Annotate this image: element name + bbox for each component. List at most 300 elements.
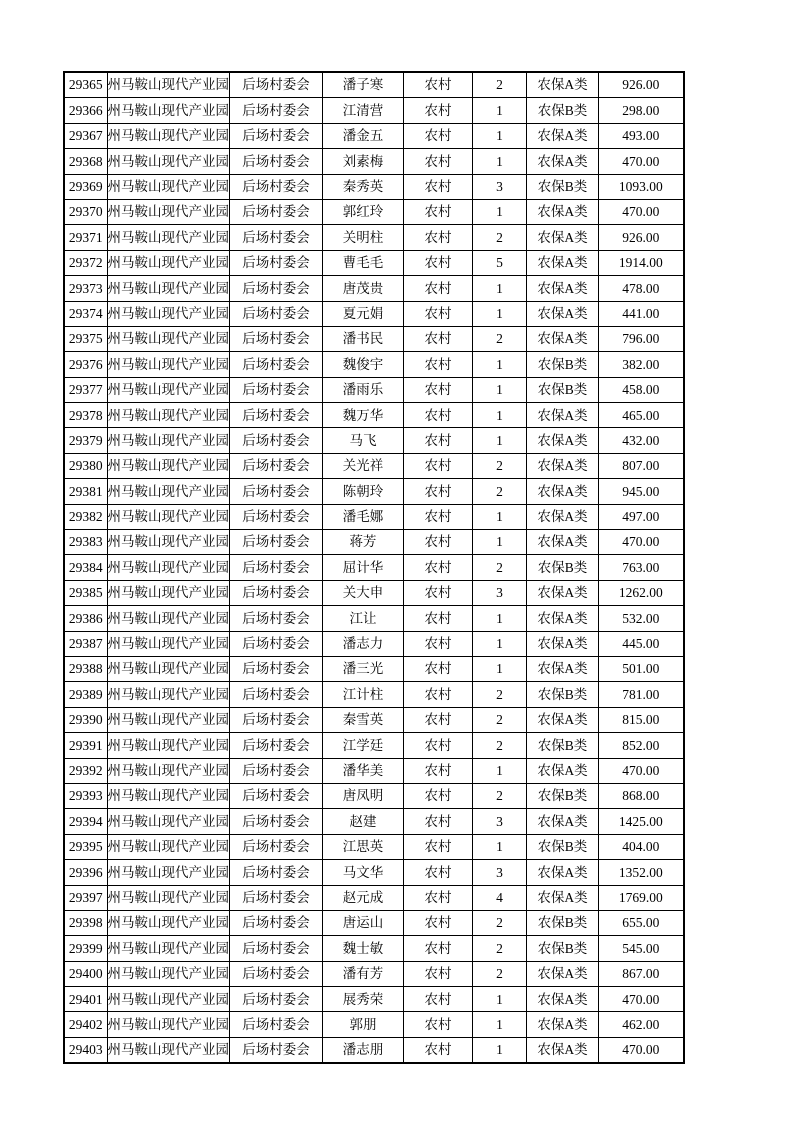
cell-person-name: 魏俊宇 bbox=[323, 352, 404, 377]
cell-insurance-category: 农保A类 bbox=[527, 301, 599, 326]
cell-person-count: 1 bbox=[473, 834, 527, 859]
table-row bbox=[64, 98, 684, 123]
table-row bbox=[64, 174, 684, 199]
cell-organization: 州马鞍山现代产业园 bbox=[107, 555, 230, 580]
cell-insurance-category: 农保B类 bbox=[527, 98, 599, 123]
table-row bbox=[64, 530, 684, 555]
cell-person-count: 2 bbox=[473, 707, 527, 732]
cell-person-name: 刘素梅 bbox=[323, 149, 404, 174]
cell-person-name: 展秀荣 bbox=[323, 987, 404, 1012]
cell-person-count: 1 bbox=[473, 403, 527, 428]
cell-organization: 州马鞍山现代产业园 bbox=[107, 301, 230, 326]
cell-amount: 1352.00 bbox=[599, 860, 684, 885]
cell-village-committee: 后场村委会 bbox=[230, 936, 323, 961]
cell-amount: 404.00 bbox=[599, 834, 684, 859]
cell-insurance-category: 农保A类 bbox=[527, 250, 599, 275]
cell-serial-number: 29369 bbox=[64, 174, 107, 199]
cell-person-name: 唐运山 bbox=[323, 910, 404, 935]
cell-person-count: 1 bbox=[473, 352, 527, 377]
cell-serial-number: 29397 bbox=[64, 885, 107, 910]
cell-person-name: 蒋芳 bbox=[323, 530, 404, 555]
cell-village-committee: 后场村委会 bbox=[230, 428, 323, 453]
cell-insurance-category: 农保B类 bbox=[527, 936, 599, 961]
table-row bbox=[64, 936, 684, 961]
cell-amount: 497.00 bbox=[599, 504, 684, 529]
cell-village-committee: 后场村委会 bbox=[230, 377, 323, 402]
cell-village-committee: 后场村委会 bbox=[230, 276, 323, 301]
cell-amount: 1769.00 bbox=[599, 885, 684, 910]
cell-village-committee: 后场村委会 bbox=[230, 225, 323, 250]
cell-village-committee: 后场村委会 bbox=[230, 479, 323, 504]
cell-village-committee: 后场村委会 bbox=[230, 326, 323, 351]
cell-person-count: 2 bbox=[473, 733, 527, 758]
cell-person-name: 夏元娟 bbox=[323, 301, 404, 326]
cell-insurance-category: 农保A类 bbox=[527, 123, 599, 148]
cell-serial-number: 29388 bbox=[64, 656, 107, 681]
cell-person-count: 4 bbox=[473, 885, 527, 910]
table-row bbox=[64, 504, 684, 529]
cell-person-name: 陈朝玲 bbox=[323, 479, 404, 504]
cell-organization: 州马鞍山现代产业园 bbox=[107, 326, 230, 351]
cell-insurance-category: 农保A类 bbox=[527, 479, 599, 504]
cell-residence-type: 农村 bbox=[404, 199, 473, 224]
cell-person-name: 关明柱 bbox=[323, 225, 404, 250]
cell-amount: 465.00 bbox=[599, 403, 684, 428]
cell-insurance-category: 农保A类 bbox=[527, 580, 599, 605]
cell-residence-type: 农村 bbox=[404, 961, 473, 986]
table-row bbox=[64, 276, 684, 301]
cell-person-count: 2 bbox=[473, 479, 527, 504]
cell-person-name: 秦雪英 bbox=[323, 707, 404, 732]
cell-organization: 州马鞍山现代产业园 bbox=[107, 428, 230, 453]
cell-residence-type: 农村 bbox=[404, 910, 473, 935]
cell-amount: 807.00 bbox=[599, 453, 684, 478]
cell-organization: 州马鞍山现代产业园 bbox=[107, 606, 230, 631]
cell-amount: 470.00 bbox=[599, 987, 684, 1012]
cell-serial-number: 29382 bbox=[64, 504, 107, 529]
table-row bbox=[64, 783, 684, 808]
cell-residence-type: 农村 bbox=[404, 123, 473, 148]
cell-serial-number: 29366 bbox=[64, 98, 107, 123]
table-row bbox=[64, 1037, 684, 1063]
cell-insurance-category: 农保B类 bbox=[527, 834, 599, 859]
cell-residence-type: 农村 bbox=[404, 174, 473, 199]
cell-person-count: 1 bbox=[473, 504, 527, 529]
cell-person-name: 郭红玲 bbox=[323, 199, 404, 224]
cell-person-name: 唐茂贵 bbox=[323, 276, 404, 301]
cell-insurance-category: 农保A类 bbox=[527, 326, 599, 351]
cell-amount: 470.00 bbox=[599, 149, 684, 174]
table-row bbox=[64, 1012, 684, 1037]
records-body bbox=[64, 72, 684, 1063]
cell-residence-type: 农村 bbox=[404, 377, 473, 402]
cell-insurance-category: 农保A类 bbox=[527, 453, 599, 478]
cell-village-committee: 后场村委会 bbox=[230, 733, 323, 758]
cell-organization: 州马鞍山现代产业园 bbox=[107, 733, 230, 758]
cell-insurance-category: 农保A类 bbox=[527, 631, 599, 656]
cell-amount: 852.00 bbox=[599, 733, 684, 758]
cell-village-committee: 后场村委会 bbox=[230, 656, 323, 681]
cell-insurance-category: 农保A类 bbox=[527, 276, 599, 301]
cell-serial-number: 29403 bbox=[64, 1037, 107, 1063]
cell-serial-number: 29390 bbox=[64, 707, 107, 732]
cell-village-committee: 后场村委会 bbox=[230, 301, 323, 326]
cell-village-committee: 后场村委会 bbox=[230, 860, 323, 885]
table-row bbox=[64, 834, 684, 859]
cell-person-count: 1 bbox=[473, 530, 527, 555]
cell-insurance-category: 农保A类 bbox=[527, 1037, 599, 1063]
cell-amount: 470.00 bbox=[599, 1037, 684, 1063]
cell-person-count: 1 bbox=[473, 656, 527, 681]
table-row bbox=[64, 199, 684, 224]
cell-village-committee: 后场村委会 bbox=[230, 631, 323, 656]
cell-serial-number: 29376 bbox=[64, 352, 107, 377]
table-row bbox=[64, 885, 684, 910]
cell-insurance-category: 农保A类 bbox=[527, 885, 599, 910]
cell-insurance-category: 农保B类 bbox=[527, 733, 599, 758]
cell-person-count: 2 bbox=[473, 225, 527, 250]
cell-serial-number: 29383 bbox=[64, 530, 107, 555]
cell-amount: 298.00 bbox=[599, 98, 684, 123]
cell-organization: 州马鞍山现代产业园 bbox=[107, 530, 230, 555]
cell-serial-number: 29371 bbox=[64, 225, 107, 250]
cell-serial-number: 29373 bbox=[64, 276, 107, 301]
table-row bbox=[64, 606, 684, 631]
cell-person-count: 2 bbox=[473, 555, 527, 580]
table-row bbox=[64, 479, 684, 504]
cell-residence-type: 农村 bbox=[404, 225, 473, 250]
cell-organization: 州马鞍山现代产业园 bbox=[107, 174, 230, 199]
cell-person-name: 马文华 bbox=[323, 860, 404, 885]
cell-residence-type: 农村 bbox=[404, 606, 473, 631]
cell-insurance-category: 农保A类 bbox=[527, 758, 599, 783]
cell-serial-number: 29368 bbox=[64, 149, 107, 174]
table-row bbox=[64, 961, 684, 986]
cell-organization: 州马鞍山现代产业园 bbox=[107, 123, 230, 148]
table-row bbox=[64, 225, 684, 250]
cell-serial-number: 29396 bbox=[64, 860, 107, 885]
cell-amount: 796.00 bbox=[599, 326, 684, 351]
cell-person-name: 秦秀英 bbox=[323, 174, 404, 199]
cell-person-name: 江清营 bbox=[323, 98, 404, 123]
cell-serial-number: 29370 bbox=[64, 199, 107, 224]
cell-amount: 445.00 bbox=[599, 631, 684, 656]
table-row bbox=[64, 326, 684, 351]
cell-residence-type: 农村 bbox=[404, 860, 473, 885]
cell-insurance-category: 农保A类 bbox=[527, 199, 599, 224]
cell-village-committee: 后场村委会 bbox=[230, 910, 323, 935]
cell-organization: 州马鞍山现代产业园 bbox=[107, 250, 230, 275]
cell-insurance-category: 农保B类 bbox=[527, 352, 599, 377]
cell-residence-type: 农村 bbox=[404, 479, 473, 504]
cell-insurance-category: 农保B类 bbox=[527, 783, 599, 808]
cell-person-name: 江计柱 bbox=[323, 682, 404, 707]
cell-serial-number: 29391 bbox=[64, 733, 107, 758]
cell-organization: 州马鞍山现代产业园 bbox=[107, 910, 230, 935]
table-row bbox=[64, 631, 684, 656]
cell-organization: 州马鞍山现代产业园 bbox=[107, 98, 230, 123]
cell-insurance-category: 农保A类 bbox=[527, 72, 599, 98]
cell-village-committee: 后场村委会 bbox=[230, 555, 323, 580]
cell-person-count: 3 bbox=[473, 860, 527, 885]
table-row bbox=[64, 149, 684, 174]
cell-serial-number: 29372 bbox=[64, 250, 107, 275]
cell-person-count: 3 bbox=[473, 809, 527, 834]
cell-serial-number: 29400 bbox=[64, 961, 107, 986]
cell-insurance-category: 农保A类 bbox=[527, 860, 599, 885]
cell-amount: 470.00 bbox=[599, 199, 684, 224]
cell-amount: 382.00 bbox=[599, 352, 684, 377]
cell-person-name: 屈计华 bbox=[323, 555, 404, 580]
cell-person-count: 1 bbox=[473, 606, 527, 631]
cell-person-count: 1 bbox=[473, 987, 527, 1012]
cell-amount: 478.00 bbox=[599, 276, 684, 301]
cell-person-name: 潘华美 bbox=[323, 758, 404, 783]
cell-residence-type: 农村 bbox=[404, 403, 473, 428]
cell-village-committee: 后场村委会 bbox=[230, 250, 323, 275]
cell-organization: 州马鞍山现代产业园 bbox=[107, 885, 230, 910]
cell-serial-number: 29398 bbox=[64, 910, 107, 935]
cell-serial-number: 29367 bbox=[64, 123, 107, 148]
cell-amount: 781.00 bbox=[599, 682, 684, 707]
cell-insurance-category: 农保A类 bbox=[527, 987, 599, 1012]
cell-organization: 州马鞍山现代产业园 bbox=[107, 504, 230, 529]
cell-person-name: 潘志力 bbox=[323, 631, 404, 656]
cell-person-name: 潘有芳 bbox=[323, 961, 404, 986]
cell-residence-type: 农村 bbox=[404, 555, 473, 580]
table-row bbox=[64, 250, 684, 275]
cell-serial-number: 29374 bbox=[64, 301, 107, 326]
cell-person-count: 2 bbox=[473, 453, 527, 478]
cell-residence-type: 农村 bbox=[404, 453, 473, 478]
cell-organization: 州马鞍山现代产业园 bbox=[107, 834, 230, 859]
cell-village-committee: 后场村委会 bbox=[230, 199, 323, 224]
cell-person-count: 2 bbox=[473, 783, 527, 808]
cell-residence-type: 农村 bbox=[404, 149, 473, 174]
cell-person-count: 2 bbox=[473, 682, 527, 707]
cell-person-count: 1 bbox=[473, 123, 527, 148]
cell-organization: 州马鞍山现代产业园 bbox=[107, 860, 230, 885]
cell-organization: 州马鞍山现代产业园 bbox=[107, 453, 230, 478]
cell-residence-type: 农村 bbox=[404, 682, 473, 707]
cell-residence-type: 农村 bbox=[404, 987, 473, 1012]
cell-insurance-category: 农保B类 bbox=[527, 174, 599, 199]
cell-organization: 州马鞍山现代产业园 bbox=[107, 783, 230, 808]
cell-insurance-category: 农保A类 bbox=[527, 428, 599, 453]
cell-village-committee: 后场村委会 bbox=[230, 758, 323, 783]
cell-person-count: 1 bbox=[473, 428, 527, 453]
cell-person-name: 马飞 bbox=[323, 428, 404, 453]
cell-village-committee: 后场村委会 bbox=[230, 98, 323, 123]
cell-residence-type: 农村 bbox=[404, 707, 473, 732]
cell-residence-type: 农村 bbox=[404, 504, 473, 529]
cell-village-committee: 后场村委会 bbox=[230, 682, 323, 707]
cell-amount: 532.00 bbox=[599, 606, 684, 631]
cell-serial-number: 29395 bbox=[64, 834, 107, 859]
cell-residence-type: 农村 bbox=[404, 885, 473, 910]
cell-serial-number: 29401 bbox=[64, 987, 107, 1012]
cell-person-count: 2 bbox=[473, 961, 527, 986]
cell-serial-number: 29389 bbox=[64, 682, 107, 707]
cell-insurance-category: 农保A类 bbox=[527, 149, 599, 174]
cell-person-name: 郭朋 bbox=[323, 1012, 404, 1037]
cell-village-committee: 后场村委会 bbox=[230, 352, 323, 377]
cell-amount: 868.00 bbox=[599, 783, 684, 808]
cell-residence-type: 农村 bbox=[404, 1012, 473, 1037]
cell-organization: 州马鞍山现代产业园 bbox=[107, 580, 230, 605]
cell-person-name: 赵元成 bbox=[323, 885, 404, 910]
cell-person-count: 1 bbox=[473, 98, 527, 123]
cell-amount: 1262.00 bbox=[599, 580, 684, 605]
cell-person-count: 2 bbox=[473, 910, 527, 935]
cell-amount: 458.00 bbox=[599, 377, 684, 402]
table-row bbox=[64, 123, 684, 148]
cell-person-count: 3 bbox=[473, 174, 527, 199]
cell-serial-number: 29393 bbox=[64, 783, 107, 808]
cell-village-committee: 后场村委会 bbox=[230, 403, 323, 428]
cell-village-committee: 后场村委会 bbox=[230, 809, 323, 834]
cell-person-name: 潘毛娜 bbox=[323, 504, 404, 529]
cell-insurance-category: 农保B类 bbox=[527, 555, 599, 580]
cell-person-name: 潘志朋 bbox=[323, 1037, 404, 1063]
table-row bbox=[64, 301, 684, 326]
cell-residence-type: 农村 bbox=[404, 631, 473, 656]
cell-amount: 441.00 bbox=[599, 301, 684, 326]
cell-amount: 1914.00 bbox=[599, 250, 684, 275]
cell-village-committee: 后场村委会 bbox=[230, 783, 323, 808]
table-row bbox=[64, 707, 684, 732]
cell-organization: 州马鞍山现代产业园 bbox=[107, 631, 230, 656]
cell-insurance-category: 农保B类 bbox=[527, 682, 599, 707]
cell-organization: 州马鞍山现代产业园 bbox=[107, 276, 230, 301]
cell-person-name: 潘子寒 bbox=[323, 72, 404, 98]
cell-person-name: 魏士敏 bbox=[323, 936, 404, 961]
cell-person-count: 1 bbox=[473, 1012, 527, 1037]
table-row bbox=[64, 428, 684, 453]
cell-village-committee: 后场村委会 bbox=[230, 530, 323, 555]
cell-organization: 州马鞍山现代产业园 bbox=[107, 809, 230, 834]
cell-organization: 州马鞍山现代产业园 bbox=[107, 149, 230, 174]
cell-serial-number: 29385 bbox=[64, 580, 107, 605]
cell-serial-number: 29394 bbox=[64, 809, 107, 834]
table-row bbox=[64, 733, 684, 758]
cell-serial-number: 29399 bbox=[64, 936, 107, 961]
cell-amount: 462.00 bbox=[599, 1012, 684, 1037]
cell-organization: 州马鞍山现代产业园 bbox=[107, 377, 230, 402]
cell-residence-type: 农村 bbox=[404, 809, 473, 834]
cell-organization: 州马鞍山现代产业园 bbox=[107, 72, 230, 98]
cell-person-count: 1 bbox=[473, 199, 527, 224]
cell-village-committee: 后场村委会 bbox=[230, 504, 323, 529]
table-row bbox=[64, 352, 684, 377]
cell-amount: 470.00 bbox=[599, 530, 684, 555]
cell-amount: 493.00 bbox=[599, 123, 684, 148]
cell-village-committee: 后场村委会 bbox=[230, 606, 323, 631]
cell-person-count: 1 bbox=[473, 631, 527, 656]
cell-organization: 州马鞍山现代产业园 bbox=[107, 682, 230, 707]
cell-village-committee: 后场村委会 bbox=[230, 1012, 323, 1037]
cell-amount: 1425.00 bbox=[599, 809, 684, 834]
cell-amount: 763.00 bbox=[599, 555, 684, 580]
cell-serial-number: 29377 bbox=[64, 377, 107, 402]
cell-insurance-category: 农保A类 bbox=[527, 530, 599, 555]
cell-serial-number: 29384 bbox=[64, 555, 107, 580]
cell-insurance-category: 农保A类 bbox=[527, 961, 599, 986]
cell-serial-number: 29378 bbox=[64, 403, 107, 428]
cell-amount: 815.00 bbox=[599, 707, 684, 732]
cell-person-count: 1 bbox=[473, 1037, 527, 1063]
cell-residence-type: 农村 bbox=[404, 72, 473, 98]
cell-serial-number: 29386 bbox=[64, 606, 107, 631]
cell-residence-type: 农村 bbox=[404, 98, 473, 123]
cell-village-committee: 后场村委会 bbox=[230, 987, 323, 1012]
cell-serial-number: 29379 bbox=[64, 428, 107, 453]
cell-residence-type: 农村 bbox=[404, 301, 473, 326]
cell-residence-type: 农村 bbox=[404, 733, 473, 758]
cell-village-committee: 后场村委会 bbox=[230, 580, 323, 605]
table-row bbox=[64, 758, 684, 783]
cell-organization: 州马鞍山现代产业园 bbox=[107, 961, 230, 986]
table-row bbox=[64, 860, 684, 885]
cell-insurance-category: 农保A类 bbox=[527, 606, 599, 631]
cell-organization: 州马鞍山现代产业园 bbox=[107, 225, 230, 250]
cell-person-count: 2 bbox=[473, 936, 527, 961]
cell-insurance-category: 农保A类 bbox=[527, 809, 599, 834]
cell-person-count: 1 bbox=[473, 301, 527, 326]
cell-serial-number: 29387 bbox=[64, 631, 107, 656]
cell-insurance-category: 农保B类 bbox=[527, 377, 599, 402]
cell-organization: 州马鞍山现代产业园 bbox=[107, 987, 230, 1012]
table-row bbox=[64, 910, 684, 935]
cell-amount: 501.00 bbox=[599, 656, 684, 681]
cell-amount: 867.00 bbox=[599, 961, 684, 986]
table-row bbox=[64, 682, 684, 707]
cell-amount: 655.00 bbox=[599, 910, 684, 935]
cell-serial-number: 29380 bbox=[64, 453, 107, 478]
cell-insurance-category: 农保A类 bbox=[527, 656, 599, 681]
cell-person-count: 1 bbox=[473, 149, 527, 174]
cell-organization: 州马鞍山现代产业园 bbox=[107, 199, 230, 224]
cell-organization: 州马鞍山现代产业园 bbox=[107, 656, 230, 681]
cell-residence-type: 农村 bbox=[404, 783, 473, 808]
cell-person-count: 2 bbox=[473, 326, 527, 351]
cell-amount: 1093.00 bbox=[599, 174, 684, 199]
cell-amount: 926.00 bbox=[599, 72, 684, 98]
benefits-table bbox=[63, 71, 685, 1064]
cell-village-committee: 后场村委会 bbox=[230, 72, 323, 98]
cell-insurance-category: 农保A类 bbox=[527, 504, 599, 529]
cell-amount: 545.00 bbox=[599, 936, 684, 961]
cell-serial-number: 29381 bbox=[64, 479, 107, 504]
cell-village-committee: 后场村委会 bbox=[230, 961, 323, 986]
cell-residence-type: 农村 bbox=[404, 352, 473, 377]
cell-organization: 州马鞍山现代产业园 bbox=[107, 479, 230, 504]
cell-person-name: 江学廷 bbox=[323, 733, 404, 758]
cell-amount: 926.00 bbox=[599, 225, 684, 250]
cell-organization: 州马鞍山现代产业园 bbox=[107, 707, 230, 732]
cell-residence-type: 农村 bbox=[404, 428, 473, 453]
cell-village-committee: 后场村委会 bbox=[230, 123, 323, 148]
cell-person-name: 潘雨乐 bbox=[323, 377, 404, 402]
cell-amount: 470.00 bbox=[599, 758, 684, 783]
cell-person-name: 赵建 bbox=[323, 809, 404, 834]
cell-amount: 432.00 bbox=[599, 428, 684, 453]
cell-person-count: 2 bbox=[473, 72, 527, 98]
cell-residence-type: 农村 bbox=[404, 1037, 473, 1063]
cell-village-committee: 后场村委会 bbox=[230, 149, 323, 174]
cell-residence-type: 农村 bbox=[404, 834, 473, 859]
cell-residence-type: 农村 bbox=[404, 936, 473, 961]
